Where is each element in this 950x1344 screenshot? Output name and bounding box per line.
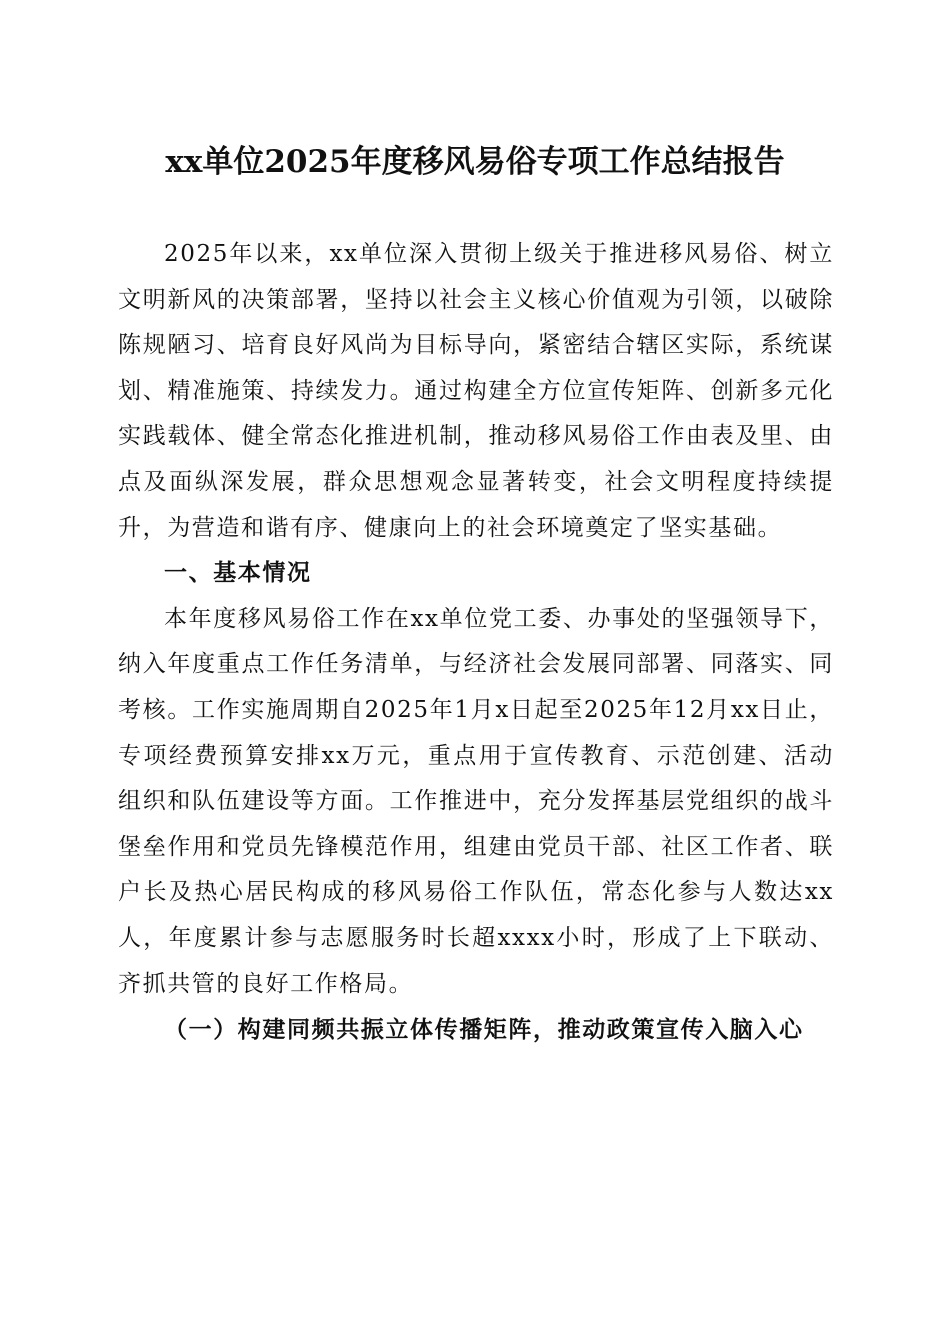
document-title: xx单位2025年度移风易俗专项工作总结报告 xyxy=(165,144,785,180)
intro-paragraph: 2025年以来，xx单位深入贯彻上级关于推进移风易俗、树立文明新风的决策部署，坚持以社会主义核心价值观为引领，以破除陈规陋习、培育良好风尚为目标导向，紧密结合辖区实际，系统谋划、精准施策、持续发力。通过构建全方位宣传矩阵、创新多元化实践载体、健全常态化推进机制，推动移风易俗工作由表及里、由点及面纵深发展，群众思想观念显著转变，社会文明程度持续提升，为营造和谐有序、健康向上的社会环境奠定了坚实基础。 xyxy=(118,241,834,541)
section-heading-basic-situation: 一、基本情况 xyxy=(164,560,312,587)
document-body xyxy=(118,232,834,1053)
subsection-heading-propaganda-matrix: （一）构建同频共振立体传播矩阵，推动政策宣传入脑入心 xyxy=(164,1016,804,1044)
basic-situation-paragraph: 本年度移风易俗工作在xx单位党工委、办事处的坚强领导下，纳入年度重点工作任务清单，与经济社会发展同部署、同落实、同考核。工作实施周期自2025年1月x日起至2025年12月xx日止，专项经费预算安排xx万元，重点用于宣传教育、示范创建、活动组织和队伍建设等方面。工作推进中，充分发挥基层党组织的战斗堡垒作用和党员先锋模范作用，组建由党员干部、社区工作者、联户长及热心居民构成的移风易俗工作队伍，常态化参与人数达xx人，年度累计参与志愿服务时长超xxxx小时，形成了上下联动、齐抓共管的良好工作格局。 xyxy=(118,605,834,997)
